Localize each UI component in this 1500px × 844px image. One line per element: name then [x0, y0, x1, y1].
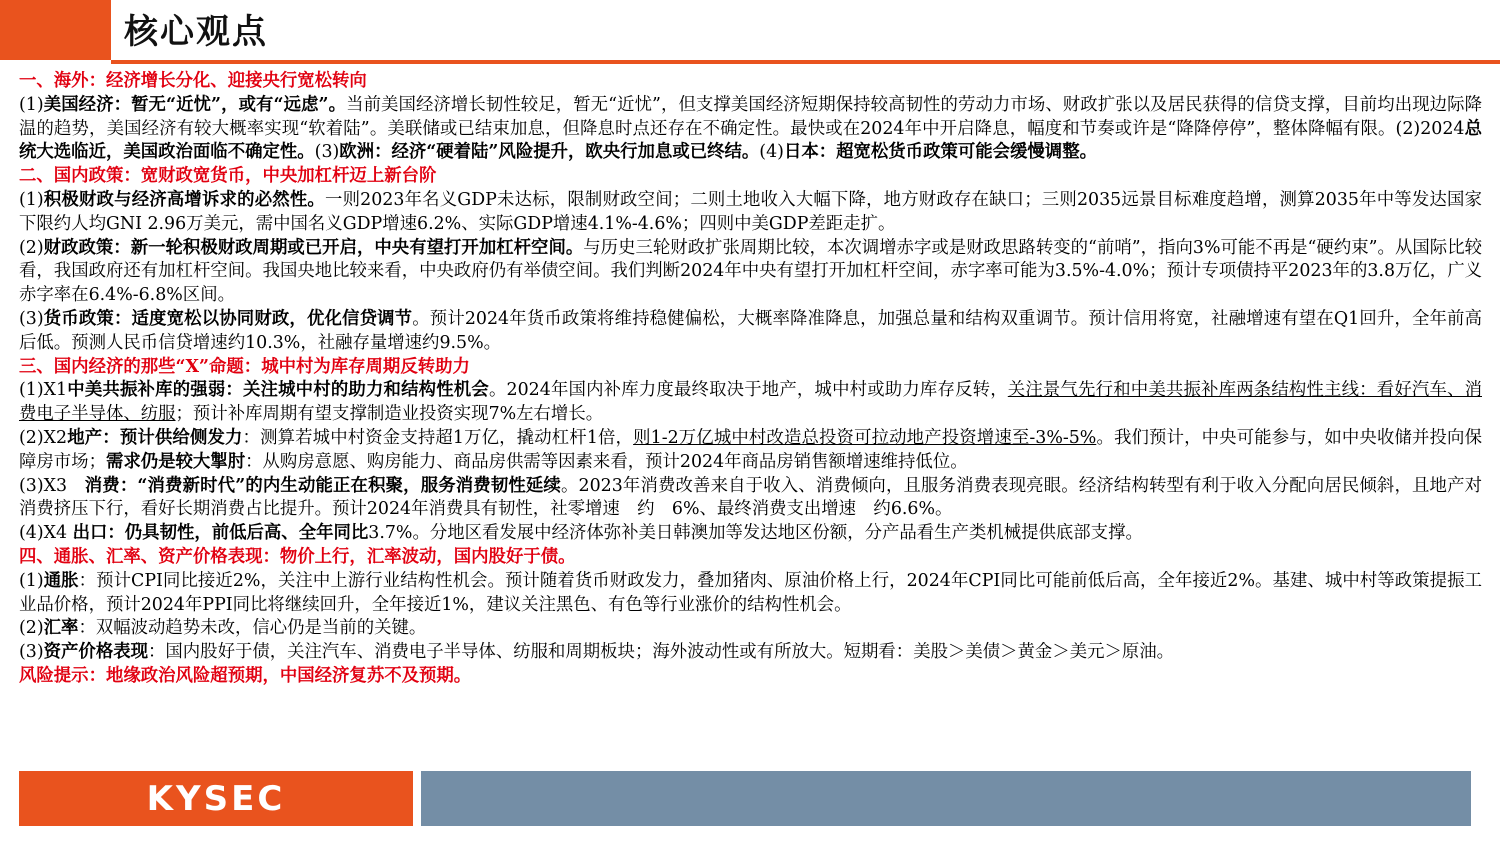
- bold-text: 欧洲：经济“硬着陆”风险提升，欧央行加息或已终结。: [339, 142, 760, 163]
- bold-text: 货币政策：适度宽松以协同财政，优化信贷调节: [43, 308, 413, 329]
- section-heading-domestic-policy: 二、国内政策：宽财政宽货币，中央加杠杆迈上新台阶: [19, 166, 437, 187]
- text: ；预计补库周期有望支撑制造业投资实现7%左右增长。: [175, 404, 604, 425]
- bold-text: 汇率: [43, 618, 79, 639]
- bold-text: 美国经济：暂无“近忧”，或有“远虑”。: [43, 94, 347, 115]
- text: (1): [19, 570, 44, 591]
- text: (3): [19, 642, 44, 663]
- text: ：预计CPI同比接近2%，关注中上游行业结构性机会。预计随着货币财政发力，叠加猪肉、原油价格上行，2024年CPI同比可能前低后高，全年接近2%。基建、城中村等政策提振工业品价格，预计2024年PPI同比将继续回升，全年接近1%，建议关注黑色、有色等行业涨价的结构性机会。: [19, 570, 1482, 615]
- text: 。2023年消费改善来自于收入、消费倾向，且服务消费表现亮眼。经济结构转型有利于收入分配向居民倾斜，且地产对消费挤压下行，看好长期消费占比提升。预计2024年消费具有韧性，社零增速 约 6%、最终消费支出增速 约6.6%。: [19, 475, 1482, 520]
- text: 。我们预计，中央可能参与，如中央收储并投向保障房市场；: [19, 427, 1482, 472]
- underlined-text: 则1-2万亿城中村改造总投资可拉动地产投资增速至-3%-5%: [633, 427, 1097, 448]
- text: (3): [19, 308, 44, 329]
- logo-text: KYSEC: [146, 778, 286, 819]
- bold-text: 总统大选临近，美国政治面临不确定性。: [19, 118, 1482, 163]
- text: (4): [759, 142, 784, 163]
- header-rule: [111, 60, 1500, 64]
- text: (3): [314, 142, 340, 163]
- bold-text: 地产：预计供给侧发力: [67, 427, 243, 448]
- paragraph-fiscal-necessity: [19, 189, 1482, 237]
- bold-text: 资产价格表现: [43, 642, 148, 663]
- text: ：测算若城中村资金支持超1万亿，撬动杠杆1倍，: [242, 427, 634, 448]
- paragraph-fiscal-policy: [19, 237, 1482, 308]
- paragraph-asset-prices: [19, 641, 1482, 665]
- section-heading-inflation-fx-assets: 四、通胀、汇率、资产价格表现：物价上行，汇率波动，国内股好于债。: [19, 546, 576, 567]
- paragraph-monetary-policy: [19, 308, 1482, 356]
- footer-bar: [421, 771, 1471, 826]
- text: ：国内股好于债，关注汽车、消费电子半导体、纺服和周期板块；海外波动性或有所放大。短期看：美股＞美债＞黄金＞美元＞原油。: [148, 642, 1175, 663]
- paragraph-us-economy: [19, 94, 1482, 165]
- kysec-logo: [19, 771, 413, 826]
- paragraph-x3-consumption: [19, 475, 1482, 523]
- text: 。预计2024年货币政策将维持稳健偏松，大概率降准降息，加强总量和结构双重调节。预计信用将宽，社融增速有望在Q1回升，全年前高后低。预测人民币信贷增速约10.3%，社融存量增速约9.5%。: [19, 308, 1482, 353]
- bold-text: 消费：“消费新时代”的内生动能正在积聚，服务消费韧性延续: [84, 475, 561, 496]
- paragraph-exchange-rate: [19, 617, 1482, 641]
- bold-text: 需求仍是较大掣肘: [105, 451, 246, 472]
- text: ：双幅波动趋势未改，信心仍是当前的关键。: [78, 618, 427, 639]
- bold-text: 出口：仍具韧性，前低后高、全年同比: [72, 523, 369, 544]
- underlined-text: 关注景气先行和中美共振补库两条结构性主线：看好汽车、消费电子半导体、纺服: [19, 380, 1482, 425]
- text: (4)X4: [19, 523, 73, 544]
- text: 与历史三轮财政扩张周期比较，本次调增赤字或是财政思路转变的“前哨”，指向3%可能不再是“硬约束”。从国际比较看，我国政府还有加杠杆空间。我国央地比较来看，中央政府仍有举债空间。我们判断2024年中央有望打开加杠杆空间，赤字率可能为3.5%-4.0%；预计专项债持平2023年的3.8万亿，广义赤字率在6.4%-6.8%区间。: [19, 237, 1482, 306]
- content-body: [19, 70, 1482, 689]
- paragraph-x1-inventory: [19, 379, 1482, 427]
- section-heading-domestic-economy: 三、国内经济的那些“X”命题：城中村为库存周期反转助力: [19, 356, 470, 377]
- text: (1): [19, 94, 44, 115]
- text: (2): [19, 237, 44, 258]
- bold-text: 财政政策：新一轮积极财政周期或已开启，中央有望打开加杠杆空间。: [43, 237, 584, 258]
- text: (1): [19, 189, 44, 210]
- text: (1)X1: [19, 380, 68, 401]
- text: ：从购房意愿、购房能力、商品房供需等因素来看，预计2024年商品房销售额增速维持低位。: [245, 451, 968, 472]
- text: (3)X3: [19, 475, 85, 496]
- text: (2): [19, 618, 44, 639]
- text: 当前美国经济增长韧性较足，暂无“近忧”，但支撑美国经济短期保持较高韧性的劳动力市场、财政扩张以及居民获得的信贷支撑，目前均出现边际降温的趋势，美国经济有较大概率实现“软着陆”。美联储或已结束加息，但降息时点还存在不确定性。最快或在2024年中开启降息，幅度和节奏或许是“降降停停”，整体降幅有限。(2)2024: [19, 94, 1482, 139]
- section-heading-overseas: 一、海外：经济增长分化、迎接央行宽松转向: [19, 71, 367, 91]
- text: 3.7%。分地区看发展中经济体弥补美日韩澳加等发达地区份额，分产品看生产类机械提供底部支撑。: [368, 523, 1143, 544]
- page-title: 核心观点: [124, 12, 268, 52]
- bold-text: 中美共振补库的强弱：关注城中村的助力和结构性机会: [67, 380, 489, 401]
- paragraph-inflation: [19, 570, 1482, 618]
- header-accent-block: [0, 0, 111, 60]
- paragraph-x2-property: [19, 427, 1482, 475]
- bold-text: 积极财政与经济高增诉求的必然性。: [43, 189, 325, 210]
- text: 一则2023年名义GDP未达标，限制财政空间；二则土地收入大幅下降，地方财政存在缺口；三则2035远景目标难度趋增，测算2035年中等发达国家下限约人均GNI 2.96万美元，需中国名义GDP增速6.2%、实际GDP增速4.1%-4.6%；四则中美GDP差距走扩。: [19, 189, 1482, 234]
- text: (2)X2: [19, 427, 68, 448]
- text: 。2024年国内补库力度最终取决于地产，城中村或助力库存反转，: [488, 380, 1008, 401]
- bold-text: 通胀: [43, 570, 79, 591]
- paragraph-x4-exports: [19, 522, 1482, 546]
- risk-warning: 风险提示：地缘政治风险超预期，中国经济复苏不及预期。: [19, 665, 472, 686]
- bold-text: 日本：超宽松货币政策可能会缓慢调整。: [783, 142, 1097, 163]
